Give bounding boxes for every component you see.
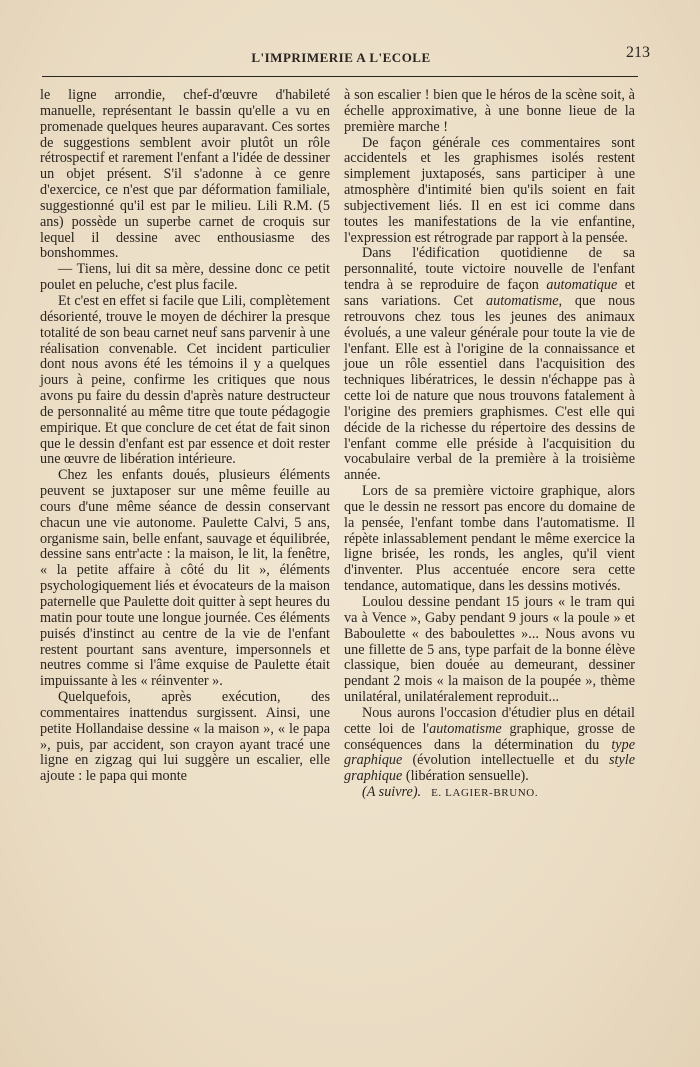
page-number: 213	[626, 44, 650, 61]
text-run: Nous aurons l'occasion d'étudier plus en détail cette loi de l'	[344, 704, 635, 737]
emphasis: automatisme	[429, 720, 502, 737]
paragraph: Lors de sa première victoire graphique, alors que le dessin ne ressort pas encore du domaine de la pensée, l'enfant tombe dans l'automatisme. Il répète inlassablement pendant le même exercice la ligne brisée, les ronds, les angles, qu'il vient d'inventer. Plus accentuée encore sera cette tendance, automatique, dans les dessins motivés.	[344, 483, 635, 595]
paragraph: à son escalier ! bien que le héros de la scène soit, à échelle approximative, à une bonne lieue de la première marche !	[344, 87, 635, 135]
header-rule	[42, 76, 638, 77]
right-column	[344, 88, 635, 802]
running-title: L'IMPRIMERIE A L'ECOLE	[251, 50, 431, 65]
text-run: graphique, grosse de conséquences dans la détermination du	[344, 720, 635, 753]
paragraph: Quelquefois, après exécution, des commentaires inattendus surgissent. Ainsi, une petite Hollandaise dessine « la maison », « le papa », puis, par accident, son crayon ayant tracé une ligne en zigzag qui lui suggère un escalier, elle ajoute : le papa qui monte	[40, 689, 330, 785]
paragraph: le ligne arrondie, chef-d'œuvre d'habileté manuelle, représentant le bassin qu'elle a vu en promenade quelques heures auparavant. Ces sortes de suggestions semblent avoir plutôt un rôle rétrospectif et rarement l'enfant a l'idée de dessiner un objet présent. S'il s'adonne à ce genre d'exercice, ce n'est que par déformation familiale, suggestionné qu'il est par le milieu. Lili R.M. (5 ans) possède un superbe carnet de croquis sur lequel il dessine avec enthousiasme des bonshommes.	[40, 87, 330, 262]
paragraph: Chez les enfants doués, plusieurs éléments peuvent se juxtaposer sur une même feuille au cours d'une même séance de dessin conservant chacun une vie autonome. Paulette Calvi, 5 ans, organisme sain, belle enfant, sauvage et équilibrée, dessine sans entr'acte : la maison, le lit, la fenêtre, « la petite affaire à côté du lit », éléments psychologiquement liés et évocateurs de la maison paternelle que Paulette doit quitter à sept heures du matin pour toute une longue journée. Ces éléments puisés d'instinct au centre de la vie de l'enfant restent pourtant sans aventure, impersonnels et neutres comme si l'âme exquise de Paulette était impuissante à les « réinventer ».	[40, 467, 330, 690]
emphasis: automatisme	[486, 292, 559, 309]
paragraph: De façon générale ces commentaires sont accidentels et les graphismes isolés restent simplement juxtaposés, sans participer à une atmosphère d'intimité bien qu'ils soient en fait subjectivement liés. Il en est ici comme dans toutes les manifestations de la vie enfantine, l'expression est rétrograde par rapport à la pensée.	[344, 134, 635, 246]
to-be-continued: (A suivre).	[362, 784, 422, 801]
paragraph	[344, 706, 635, 785]
text-run: (évolution intellectuelle et du	[402, 752, 609, 769]
paragraph	[344, 246, 635, 484]
paragraph: Loulou dessine pendant 15 jours « le tram qui va à Vence », Gaby pendant 9 jours « la poule » et Baboulette « des baboulettes »... Nous avons vu une fillette de 5 ans, type parfait de la bonne élève classique, bien douée au demeurant, dessiner pendant 2 mois « la maison de la poupée », thème unilatéral, unilatéralement reproduit...	[344, 594, 635, 706]
text-run: et sans variations. Cet	[344, 277, 636, 309]
paragraph: Et c'est en effet si facile que Lili, complètement désorienté, trouve le moyen de déchirer la presque totalité de son beau carnet neuf sans parvenir à une réalisation convenable. Cet incident particulier dont nous avons été les témoins il y a quelques jours à peine, confirme les critiques que nous avons pu faire du dessin d'après nature destructeur de personnalité au même titre que toute pédagogie empirique. Et que conclure de cet état de fait sinon que le dessin d'enfant est par essence et doit rester une œuvre de libération intérieure.	[40, 292, 330, 468]
signature-line	[344, 785, 635, 802]
emphasis: style graphique	[344, 752, 635, 785]
author-name: E. LAGIER-BRUNO.	[431, 787, 539, 800]
text-run: (libération sensuelle).	[402, 768, 529, 785]
text-run: Dans l'édification quotidienne de sa personnalité, toute victoire nouvelle de l'enfant tendra à se reproduire de façon	[344, 245, 635, 294]
text-run: , que nous retrouvons chez tous les jeunes des animaux évolués, a une valeur générale pour toute la vie de l'enfant. Elle est à l'origine de la connaissance et joue un rôle essentiel dans l'acquisition des techniques libératrices, le dessin n'échappe pas à cette loi de nature que nous trouvons fatalement à l'origine des premiers graphismes. C'est elle qui décide de la richesse du répertoire des dessins de l'enfant comme elle préside à l'acquisition du vocabulaire verbal de la première à la troisième année.	[344, 292, 635, 484]
emphasis: type graphique	[344, 736, 635, 769]
page-header	[42, 44, 650, 70]
emphasis: automatique	[546, 277, 618, 294]
paragraph: — Tiens, lui dit sa mère, dessine donc ce petit poulet en peluche, c'est plus facile.	[40, 261, 330, 294]
left-column	[40, 88, 330, 785]
